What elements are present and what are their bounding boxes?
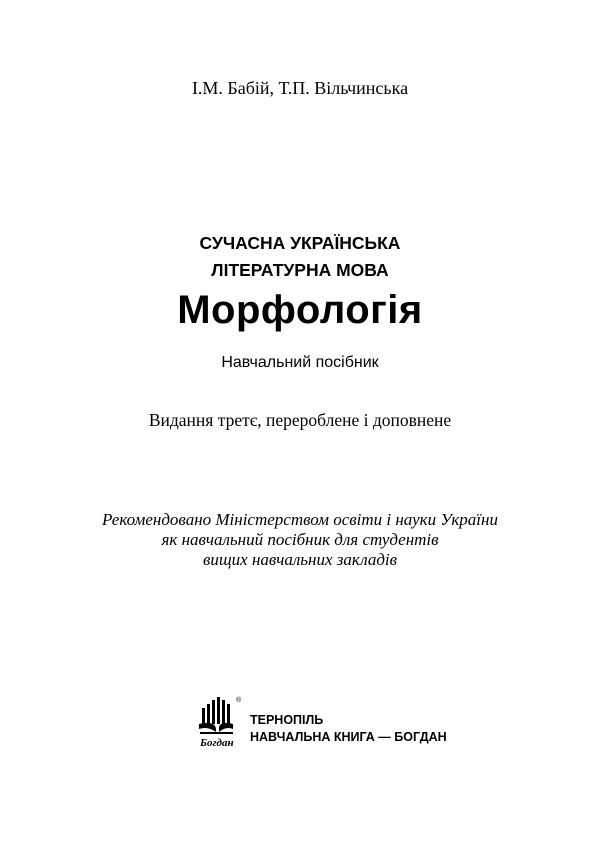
recommendation-line-3: вищих навчальних закладів <box>202 550 398 569</box>
series-title-line-1: СУЧАСНА УКРАЇНСЬКА <box>199 233 401 253</box>
recommendation-line-2: як навчальний посібник для студентів <box>161 530 439 549</box>
book-subtitle: Навчальний посібник <box>221 354 379 371</box>
series-title <box>0 230 600 284</box>
registered-mark: ® <box>236 697 242 704</box>
logo-signature: Богдан <box>200 737 234 749</box>
publisher-city: ТЕРНОПІЛЬ <box>250 713 324 727</box>
recommendation-line-1: Рекомендовано Міністерством освіти і науки України <box>102 510 498 529</box>
recommendation <box>0 510 600 570</box>
edition-note: Видання третє, перероблене і доповнене <box>148 410 452 430</box>
book-title: Морфологія <box>177 288 423 332</box>
publisher-logo-icon <box>196 694 242 754</box>
authors: І.М. Бабій, Т.П. Вільчинська <box>191 78 409 98</box>
publisher-text <box>250 712 447 746</box>
publisher-name: НАВЧАЛЬНА КНИГА — БОГДАН <box>250 730 447 744</box>
series-title-line-2: ЛІТЕРАТУРНА МОВА <box>211 260 389 280</box>
